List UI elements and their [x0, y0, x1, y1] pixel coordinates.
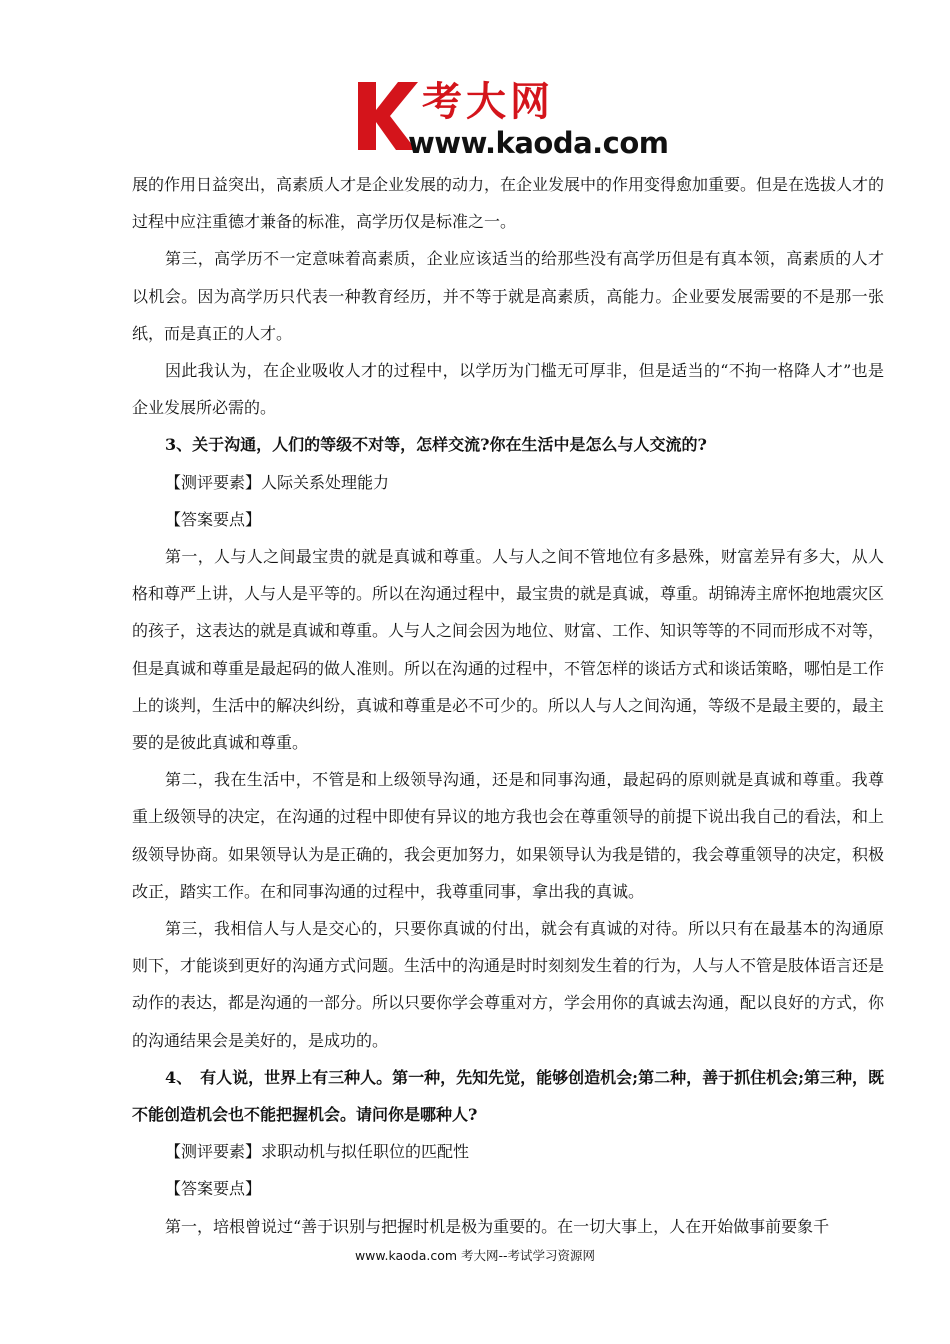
paragraph: 第三，我相信人与人是交心的，只要你真诚的付出，就会有真诚的对待。所以只有在最基本的沟通原则下，才能谈到更好的沟通方式问题。生活中的沟通是时时刻刻发生着的行为，人与人不管是肢体语言还是动作的表达，都是沟通的一部分。所以只要你学会尊重对方，学会用你的真诚去沟通，配以良好的方式，你的沟通结果会是美好的，是成功的。: [132, 919, 885, 1050]
question-heading: 3、关于沟通，人们的等级不对等，怎样交流?你在生活中是怎么与人交流的?: [165, 435, 707, 455]
paragraph: 展的作用日益突出，高素质人才是企业发展的动力，在企业发展中的作用变得愈加重要。但是在选拔人才的过程中应注重德才兼备的标准，高学历仅是标准之一。: [132, 175, 885, 232]
paragraph: 第一，人与人之间最宝贵的就是真诚和尊重。人与人之间不管地位有多悬殊，财富差异有多大，从人格和尊严上讲，人与人是平等的。所以在沟通过程中，最宝贵的就是真诚，尊重。胡锦涛主席怀抱地震灾区的孩子，这表达的就是真诚和尊重。人与人之间会因为地位、财富、工作、知识等等的不同而形成不对等，但是真诚和尊重是最起码的做人准则。所以在沟通的过程中，不管怎样的谈话方式和谈话策略，哪怕是工作上的谈判，生活中的解决纠纷，真诚和尊重是必不可少的。所以人与人之间沟通，等级不是最主要的，最主要的是彼此真诚和尊重。: [132, 547, 885, 753]
evaluation-factor: 【测评要素】求职动机与拟任职位的匹配性: [165, 1142, 470, 1162]
kaoda-logo: [352, 78, 672, 160]
logo-brand-url: www.kaoda.com: [408, 126, 669, 160]
paragraph: 第二，我在生活中，不管是和上级领导沟通，还是和同事沟通，最起码的原则就是真诚和尊重。我尊重上级领导的决定，在沟通的过程中即使有异议的地方我也会在尊重领导的前提下说出我自己的看法，和上级领导协商。如果领导认为是正确的，我会更加努力，如果领导认为我是错的，我会尊重领导的决定，积极改正，踏实工作。在和同事沟通的过程中，我尊重同事，拿出我的真诚。: [132, 770, 885, 901]
paragraph: 第一，培根曾说过“善于识别与把握时机是极为重要的。在一切大事上，人在开始做事前要象千: [165, 1216, 830, 1236]
logo-brand-cn: 考大网: [422, 79, 554, 125]
paragraph: 第三，高学历不一定意味着高素质，企业应该适当的给那些没有高学历但是有真本领，高素质的人才以机会。因为高学历只代表一种教育经历，并不等于就是高素质，高能力。企业要发展需要的不是那一张纸，而是真正的人才。: [132, 249, 884, 343]
question-heading: 4、 有人说，世界上有三种人。第一种，先知先觉，能够创造机会;第二种，善于抓住机会;第三种，既不能创造机会也不能把握机会。请问你是哪种人?: [132, 1067, 884, 1125]
answer-points-label: 【答案要点】: [165, 1179, 262, 1199]
answer-points-label: 【答案要点】: [165, 509, 262, 529]
paragraph: 因此我认为，在企业吸收人才的过程中，以学历为门槛无可厚非，但是适当的“不拘一格降人才”也是企业发展所必需的。: [132, 361, 884, 418]
document-body: [132, 166, 884, 1245]
page-footer: www.kaoda.com 考大网--考试学习资源网: [354, 1248, 596, 1263]
evaluation-factor: 【测评要素】人际关系处理能力: [165, 472, 390, 492]
